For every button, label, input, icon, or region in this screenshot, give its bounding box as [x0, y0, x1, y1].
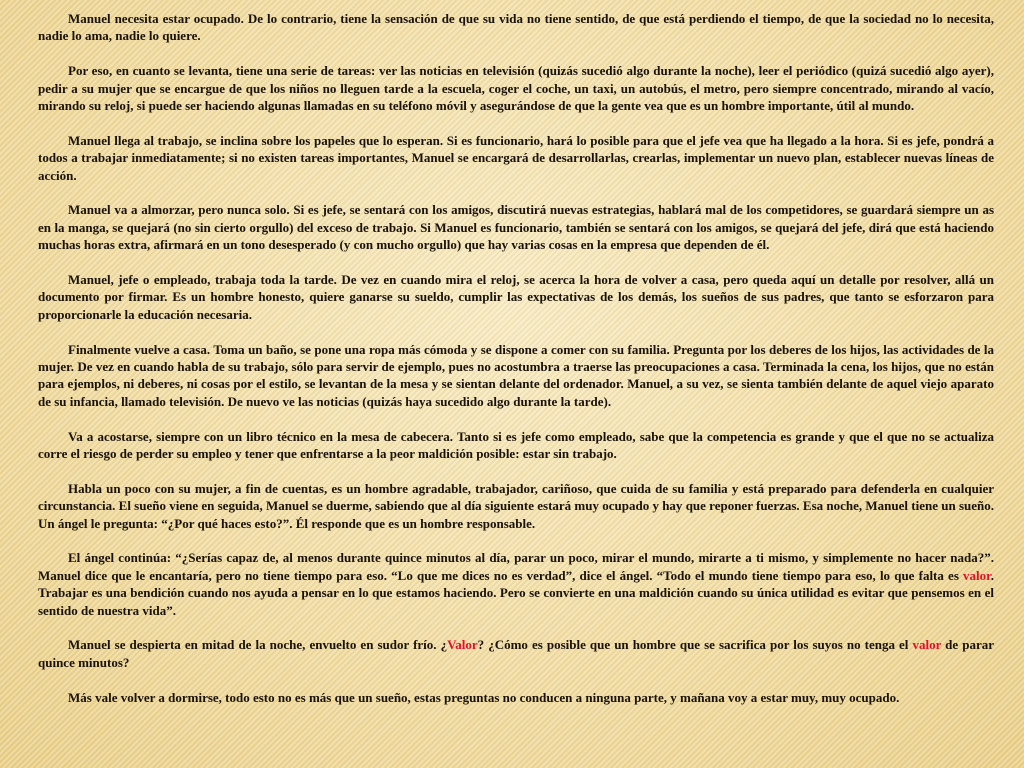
- paragraph-9: El ángel continúa: “¿Serías capaz de, al menos durante quince minutos al día, parar un poco, mirar el mundo, mirarte a ti mismo, y simplemente no hacer nada?”. Manuel dice que le encantaría, pero no tiene tiempo para eso. “Lo que me dices no es verdad”, dice el ángel. “Todo el mundo tiene tiempo para eso, lo que falta es valor. Trabajar es una bendición cuando nos ayuda a pensar en lo que estamos haciendo. Pero se convierte en una maldición cuando su única utilidad es evitar que pensemos en el sentido de nuestra vida”.: [38, 550, 994, 618]
- paragraph-11: Más vale volver a dormirse, todo esto no es más que un sueño, estas preguntas no conducen a ninguna parte, y mañana voy a estar muy, muy ocupado.: [68, 689, 900, 705]
- story-text: [38, 10, 994, 706]
- paragraph-8: Habla un poco con su mujer, a fin de cuentas, es un hombre agradable, trabajador, cariñoso, que cuida de su familia y está preparado para defenderla en cualquier circunstancia. El sueño viene en seguida, Manuel se duerme, sabiendo que al día siguiente estará muy ocupado y hay que reponer fuerzas. Esa noche, Manuel tiene un sueño. Un ángel le pregunta: “¿Por qué haces esto?”. Él responde que es un hombre responsable.: [38, 480, 994, 531]
- paragraph-3: Manuel llega al trabajo, se inclina sobre los papeles que lo esperan. Si es funcionario, hará lo posible para que el jefe vea que ha llegado a la hora. Si es jefe, pondrá a todos a trabajar inmediatamente; si no existen tareas importantes, Manuel se encargará de desarrollarlas, crearlas, implementar un nuevo plan, establecer nuevas líneas de acción.: [38, 132, 994, 183]
- paragraph-2: Por eso, en cuanto se levanta, tiene una serie de tareas: ver las noticias en televisión (quizás sucedió algo durante la noche), leer el periódico (quizá sucedió algo ayer), pedir a su mujer que se encargue de que los niños no lleguen tarde a la escuela, coger el coche, un taxi, un autobús, el metro, pero siempre concentrado, mirando al vacío, mirando su reloj, si puede ser haciendo algunas llamadas en su teléfono móvil y asegurándose de que la gente vea que es un hombre importante, útil al mundo.: [38, 63, 994, 114]
- paragraph-4: Manuel va a almorzar, pero nunca solo. Si es jefe, se sentará con los amigos, discutirá nuevas estrategias, hablará mal de los competidores, se guardará siempre un as en la manga, se quejará (no sin cierto orgullo) del exceso de trabajo. Si Manuel es funcionario, también se sentará con los amigos, se quejará del jefe, dirá que está haciendo muchas horas extra, afirmará en un tono desesperado (y con mucho orgullo) que hay varias cosas en la empresa que dependen de él.: [38, 202, 994, 253]
- paragraph-5: Manuel, jefe o empleado, trabaja toda la tarde. De vez en cuando mira el reloj, se acerca la hora de volver a casa, pero queda aquí un detalle por resolver, allá un documento por firmar. Es un hombre honesto, quiere ganarse su sueldo, cumplir las expectativas de los demás, los sueños de sus padres, que tanto se esforzaron para proporcionarle la educación necesaria.: [38, 272, 994, 322]
- highlight-word: valor: [963, 567, 991, 583]
- paragraph-1: Manuel necesita estar ocupado. De lo contrario, tiene la sensación de que su vida no tiene sentido, de que está perdiendo el tiempo, de que la sociedad no lo necesita, nadie lo ama, nadie lo quiere.: [38, 11, 994, 44]
- paragraph-7: Va a acostarse, siempre con un libro técnico en la mesa de cabecera. Tanto si es jefe como empleado, sabe que la competencia es grande y que el que no se actualiza corre el riesgo de perder su empleo y tener que enfrentarse a la peor maldición posible: estar sin trabajo.: [38, 428, 994, 462]
- paragraph-10: Manuel se despierta en mitad de la noche, envuelto en sudor frío. ¿Valor? ¿Cómo es posible que un hombre que se sacrifica por los suyos no tenga el valor de parar quince minutos?: [38, 637, 994, 670]
- highlight-word: valor: [912, 637, 942, 653]
- paragraph-6: Finalmente vuelve a casa. Toma un baño, se pone una ropa más cómoda y se dispone a comer con su familia. Pregunta por los deberes de los hijos, las actividades de la mujer. De vez en cuando habla de su trabajo, sólo para servir de ejemplo, pues no acostumbra a traerse las preocupaciones a casa. Terminada la cena, los hijos, que no están para ejemplos, ni deberes, ni cosas por el estilo, se levantan de la mesa y se sientan delante del ordenador. Manuel, a su vez, se sienta también delante de aquel viejo aparato de su infancia, llamado televisión. De nuevo ve las noticias (quizás haya sucedido algo durante la tarde).: [38, 341, 994, 409]
- highlight-word: Valor: [447, 637, 478, 653]
